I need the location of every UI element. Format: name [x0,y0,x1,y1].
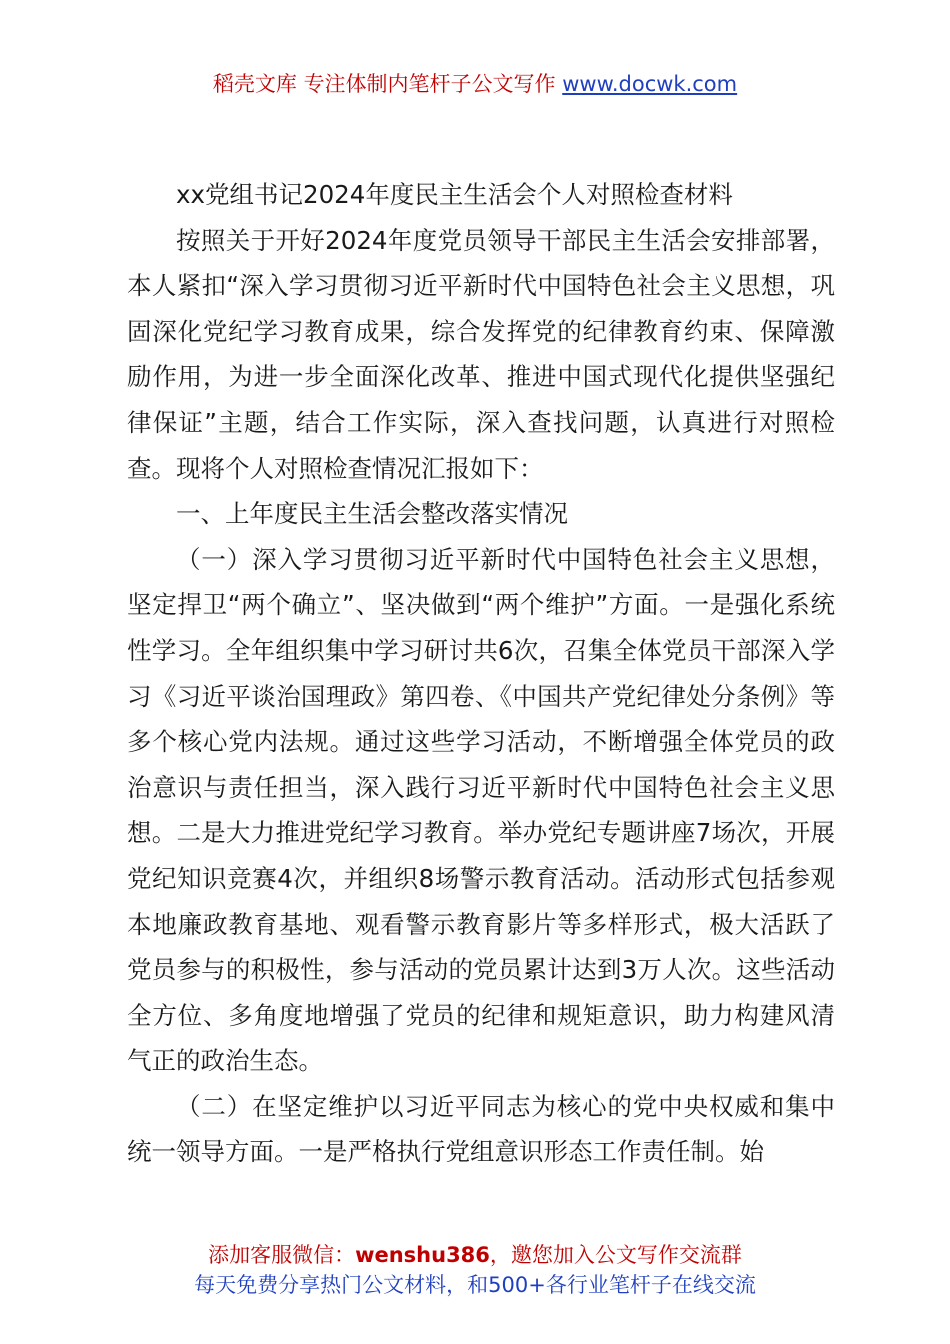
document-title: xx党组书记2024年度民主生活会个人对照检查材料 [176,180,733,209]
site-url-link[interactable]: www.docwk.com [562,72,738,96]
site-header [0,68,950,100]
site-name: 稻壳文库 [212,72,297,96]
wechat-id: wenshu386 [355,1243,490,1267]
footer-contact-prefix: 添加客服微信： [208,1243,356,1267]
site-footer [0,1240,950,1300]
footer-contact-suffix: ，邀您加入公文写作交流群 [489,1243,742,1267]
document-body [127,172,835,1175]
footer-promo-line: 每天免费分享热门公文材料，和500+各行业笔杆子在线交流 [194,1273,756,1297]
section-heading: 一、上年度民主生活会整改落实情况 [176,499,568,529]
site-tagline: 专注体制内笔杆子公文写作 [303,72,556,96]
paragraph-1: （一）深入学习贯彻习近平新时代中国特色社会主义思想，坚定捍卫“两个确立”、坚决做到“两个维护”方面。一是强化系统性学习。全年组织集中学习研讨共6次，召集全体党员干部深入学习《习近平谈治国理政》第四卷、《中国共产党纪律处分条例》等多个核心党内法规。通过这些学习活动，不断增强全体党员的政治意识与责任担当，深入践行习近平新时代中国特色社会主义思想。二是大力推进党纪学习教育。举办党纪专题讲座7场次，开展党纪知识竞赛4次，并组织8场警示教育活动。活动形式包括参观本地廉政教育基地、观看警示教育影片等多样形式，极大活跃了党员参与的积极性，参与活动的党员累计达到3万人次。这些活动全方位、多角度地增强了党员的纪律和规矩意识，助力构建风清气正的政治生态。 [127,544,835,1076]
footer-contact-line [0,1240,950,1270]
paragraph-2: （二）在坚定维护以习近平同志为核心的党中央权威和集中统一领导方面。一是严格执行党组意识形态工作责任制。始 [127,1091,835,1167]
intro-paragraph: 按照关于开好2024年度党员领导干部民主生活会安排部署，本人紧扣“深入学习贯彻习近平新时代中国特色社会主义思想，巩固深化党纪学习教育成果，综合发挥党的纪律教育约束、保障激励作用，为进一步全面深化改革、推进中国式现代化提供坚强纪律保证”主题，结合工作实际，深入查找问题，认真进行对照检查。现将个人对照检查情况汇报如下： [127,225,835,483]
